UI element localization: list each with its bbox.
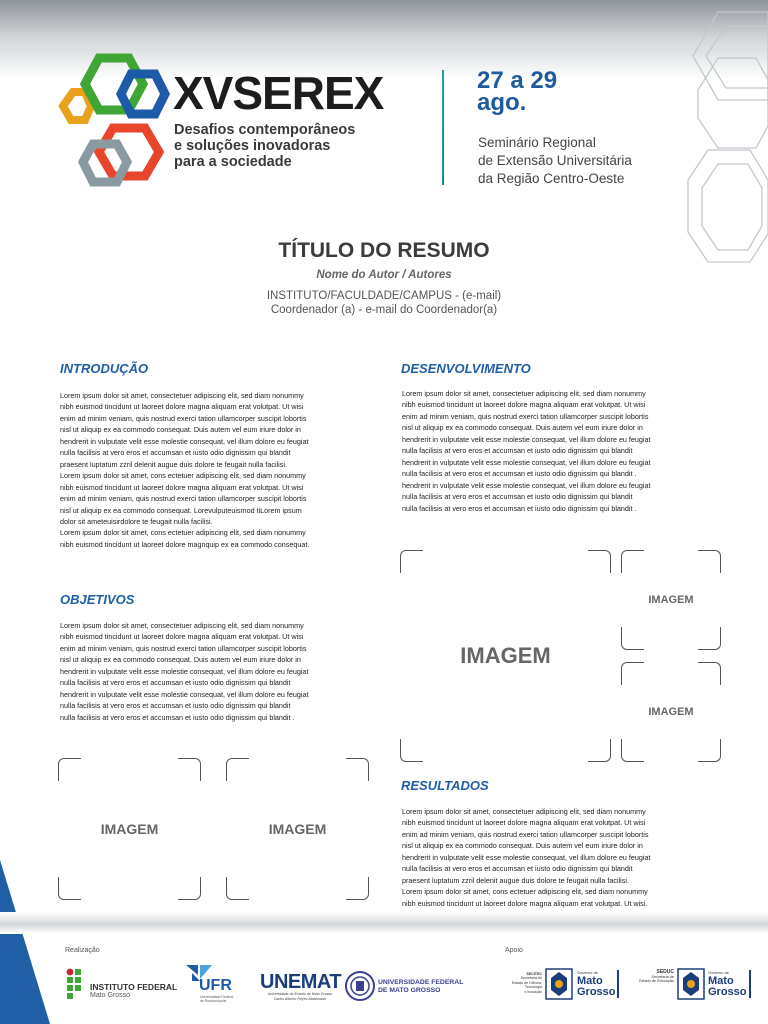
- apoio-label: Apoio: [505, 947, 523, 954]
- text-line: nulla facilisis at vero eros et accumsan et iusto odio dignissim qui blandit .: [402, 503, 637, 513]
- ufmt-name-line: UNIVERSIDADE FEDERAL: [378, 979, 464, 986]
- section-title-resultados: RESULTADOS: [401, 778, 489, 793]
- mt-coat-of-arms-icon: [545, 968, 573, 1000]
- image-placeholder-label: IMAGEM: [648, 594, 694, 606]
- text-line: nibh euismod tincidunt ut laoreet dolore magna aliquam erat volutpat. Ut wisi: [60, 482, 304, 492]
- text-line: nulla facilisis at vero eros et accumsan et iusto odio dignissim qui blandit: [402, 492, 633, 502]
- affiliation-block: [0, 289, 768, 317]
- image-placeholder-label: IMAGEM: [100, 821, 159, 837]
- text-line: nulla facilisis at vero eros et accumsan et iusto odio dignissim qui blandit .: [402, 469, 637, 479]
- image-placeholder-small-bottom: [621, 662, 721, 762]
- image-placeholder-label: IMAGEM: [460, 643, 551, 668]
- event-subtitle-line: e soluções inovadoras: [174, 138, 331, 154]
- ufmt-name: [378, 979, 463, 995]
- event-subtitle-line: Desafios contemporâneos: [174, 122, 356, 138]
- seduc-text: [632, 970, 674, 984]
- image-placeholder-objetivos-left: [58, 758, 201, 900]
- text-line: nisl ut aliquip ex ea commodo consequat. Duis autem vel eum iriure dolor in: [60, 655, 301, 665]
- text-line: enim ad minim veniam, quis nostrud exerci tation ullamcorper suscipit lobortis: [60, 413, 307, 423]
- text-line: hendrerit in vulputate velit esse molestie consequat, vel illum dolore eu feugiat: [402, 457, 651, 467]
- realizacao-label: Realização: [65, 947, 100, 954]
- text-line: nibh euismod tincidunt ut laoreet dolore magna aliquam erat volutpat. Ut wisi.: [402, 898, 648, 908]
- ufmt-name-line: DE MATO GROSSO: [378, 987, 441, 994]
- gov-name-line: Mato: [708, 975, 734, 987]
- text-line: nulla facilisis at vero eros et accumsan et iusto odio dignissim qui blandit: [60, 678, 291, 688]
- secitec-line: Secretaria de: [520, 976, 542, 981]
- text-line: hendrerit in vulputate velit esse molestie consequat, vel illum dolore eu feugiat: [402, 434, 651, 444]
- gov-name-line: Grosso: [577, 986, 616, 998]
- event-subtitle: [174, 122, 394, 170]
- abstract-title: TÍTULO DO RESUMO: [278, 239, 490, 262]
- text-line: Lorem ipsum dolor sit amet, cons ectetuer adipiscing elit, sed diam nonummy: [60, 471, 306, 481]
- footer-gradient-band: [0, 912, 768, 934]
- footer-divider: [749, 970, 751, 998]
- text-line: nulla facilisis at vero eros et accumsan et iusto odio dignissim qui blandit: [60, 448, 291, 458]
- seduc-line: Secretaria de: [651, 974, 674, 979]
- gov-label: Governo de: [577, 970, 598, 975]
- image-placeholder-label: IMAGEM: [648, 706, 694, 718]
- text-line: nulla facilisis at vero eros et accumsan et iusto odio dignissim qui blandit .: [60, 712, 295, 722]
- secitec-line: SECITEC: [526, 972, 542, 976]
- text-line: Lorem ipsum dolor sit amet, consectetuer adipiscing elit, sed diam nonummy: [402, 807, 646, 816]
- text-line: hendrerit in vulputate velit esse molestie consequat, vel illum dolore eu feugiat: [402, 480, 651, 490]
- seminar-line: de Extensão Universitária: [478, 153, 632, 168]
- coordinator-line: Coordenador (a) - e-mail do Coordenador(a): [270, 304, 498, 316]
- text-line: Lorem ipsum dolor sit amet, cons ectetuer adipiscing elit, sed diam nonummy: [60, 528, 306, 538]
- desenvolvimento-text: [402, 388, 722, 514]
- seminar-line: Seminário Regional: [478, 135, 596, 150]
- ufr-sub-line: de Rondonópolis: [200, 999, 227, 1003]
- text-line: dolor sit ameteuisirdolore te feugait nulla facilisi.: [60, 516, 213, 526]
- section-title-objetivos: OBJETIVOS: [60, 592, 135, 607]
- image-placeholder-label: IMAGEM: [268, 821, 327, 837]
- text-line: Lorem ipsum dolor sit amet, consectetuer adipiscing elit, sed diam nonummy: [60, 391, 304, 400]
- ufmt-seal-icon: [345, 971, 375, 1001]
- header-divider: [442, 70, 444, 185]
- objetivos-text: [60, 620, 380, 723]
- text-line: praesent luptatum zzril delenit augue duis dolore te feugait nulla facilisi.: [60, 459, 287, 469]
- gov-label: Governo de: [708, 970, 729, 975]
- ifmt-logo-icon: [66, 968, 86, 1000]
- author-names: Nome do Autor / Autores: [316, 269, 452, 281]
- seminar-line: da Região Centro-Oeste: [478, 171, 625, 186]
- footer-divider: [617, 970, 619, 998]
- event-dates-month: ago.: [477, 89, 527, 116]
- ifmt-sub: Mato Grosso: [90, 992, 131, 999]
- text-line: hendrerit in vulputate velit esse molestie consequat, vel illum dolore eu feugiat: [60, 436, 309, 446]
- text-line: Lorem ipsum dolor sit amet, consectetuer adipiscing elit, sed diam nonummy: [402, 389, 646, 398]
- gov-name: [577, 976, 616, 998]
- seduc-line: Estado de Educação: [638, 979, 674, 984]
- secitec-line: Tecnologia: [524, 985, 542, 990]
- seminar-description: [478, 134, 678, 188]
- secitec-text: [508, 972, 542, 994]
- serex-logo-icon: [55, 48, 175, 193]
- gov-name: [708, 976, 747, 998]
- text-line: hendrerit in vulputate velit esse molestie consequat, vel illum dolore eu feugiat: [60, 666, 309, 676]
- introducao-text: [60, 390, 380, 550]
- event-dates: [477, 67, 597, 116]
- unemat-name: UNEMAT: [260, 971, 342, 993]
- section-title-introducao: INTRODUÇÃO: [60, 361, 149, 376]
- text-line: hendrerit in vulputate velit esse molestie consequat, vel illum dolore eu feugiat: [402, 852, 651, 862]
- resultados-text: [402, 806, 722, 909]
- text-line: nibh euismod tincidunt ut laoreet dolore magna aliquam erat volutpat. Ut wisi: [60, 402, 304, 412]
- secitec-line: e Inovação: [524, 989, 542, 994]
- corner-triangle-decoration: [0, 860, 50, 1024]
- unemat-sub: [260, 992, 340, 1002]
- ufr-sub-line: Universidade Federal: [200, 995, 234, 999]
- gov-name-line: Mato: [577, 975, 603, 987]
- image-placeholder-small-top: [621, 550, 721, 650]
- text-line: enim ad minim veniam, quis nostrud exerci tation ullamcorper suscipit lobortis: [402, 411, 649, 421]
- text-line: Lorem ipsum dolor sit amet, cons ectetuer adipiscing elit, sed diam nonummy: [402, 887, 648, 897]
- text-line: nisl ut aliquip ex ea commodo consequat. Lorevulputeuismod tiLorem ipsum: [60, 505, 302, 515]
- text-line: nisl ut aliquip ex ea commodo consequat. Duis autem vel eum iriure dolor in: [402, 841, 643, 851]
- text-line: nibh euismod tincidunt ut laoreet dolore magnquip ex ea commodo consequat.: [60, 539, 310, 549]
- gov-name-line: Grosso: [708, 986, 747, 998]
- text-line: praesent luptatum zzril delenit augue duis dolore te feugait nulla facilisi.: [402, 875, 629, 885]
- text-line: nulla facilisis at vero eros et accumsan et iusto odio dignissim qui blandit: [60, 701, 291, 711]
- text-line: enim ad minim veniam, quis nostrud exerci tation ullamcorper suscipit lobortis: [60, 643, 307, 653]
- text-line: Lorem ipsum dolor sit amet, consectetuer adipiscing elit, sed diam nonummy: [60, 621, 304, 630]
- text-line: hendrerit in vulputate velit esse molestie consequat, vel illum dolore eu feugiat: [60, 689, 309, 699]
- text-line: nisl ut aliquip ex ea commodo consequat. Duis autem vel eum iriure dolor in: [402, 423, 643, 433]
- section-title-desenvolvimento: DESENVOLVIMENTO: [401, 361, 531, 376]
- text-line: nulla facilisis at vero eros et accumsan et iusto odio dignissim qui blandit: [402, 864, 633, 874]
- unemat-sub-line: Universidade do Estado de Mato Grosso: [267, 992, 333, 996]
- image-placeholder-objetivos-right: [226, 758, 369, 900]
- event-subtitle-line: para a sociedade: [174, 154, 292, 170]
- image-placeholder-large: [400, 550, 611, 762]
- text-line: enim ad minim veniam, quis nostrud exerci tation ullamcorper suscipit lobortis: [402, 829, 649, 839]
- ufr-name: UFR: [199, 977, 232, 994]
- text-line: nibh euismod tincidunt ut laoreet dolore magna aliquam erat volutpat. Ut wisi: [60, 632, 304, 642]
- text-line: enim ad minim veniam, quis nostrud exerci tation ullamcorper suscipit lobortis: [60, 494, 307, 504]
- text-line: nisl ut aliquip ex ea commodo consequat. Duis autem vel eum iriure dolor in: [60, 425, 301, 435]
- mt-coat-of-arms-icon: [677, 968, 705, 1000]
- institution-line: INSTITUTO/FACULDADE/CAMPUS - (e-mail): [266, 290, 502, 302]
- text-line: nibh euismod tincidunt ut laoreet dolore magna aliquam erat volutpat. Ut wisi: [402, 400, 646, 410]
- event-brand-name: XVSEREX: [173, 67, 384, 119]
- unemat-sub-line: Carlos Alberto Reyes Maldonado: [273, 997, 327, 1001]
- ifmt-name: INSTITUTO FEDERAL: [90, 982, 178, 992]
- text-line: nulla facilisis at vero eros et accumsan et iusto odio dignissim qui blandit: [402, 446, 633, 456]
- secitec-line: Estado de Ciência,: [511, 980, 542, 985]
- seduc-line: SEDUC: [656, 969, 674, 975]
- ufr-sub: [200, 995, 233, 1003]
- event-dates-days: 27 a 29: [477, 67, 558, 94]
- text-line: nibh euismod tincidunt ut laoreet dolore magna aliquam erat volutpat. Ut wisi: [402, 818, 646, 828]
